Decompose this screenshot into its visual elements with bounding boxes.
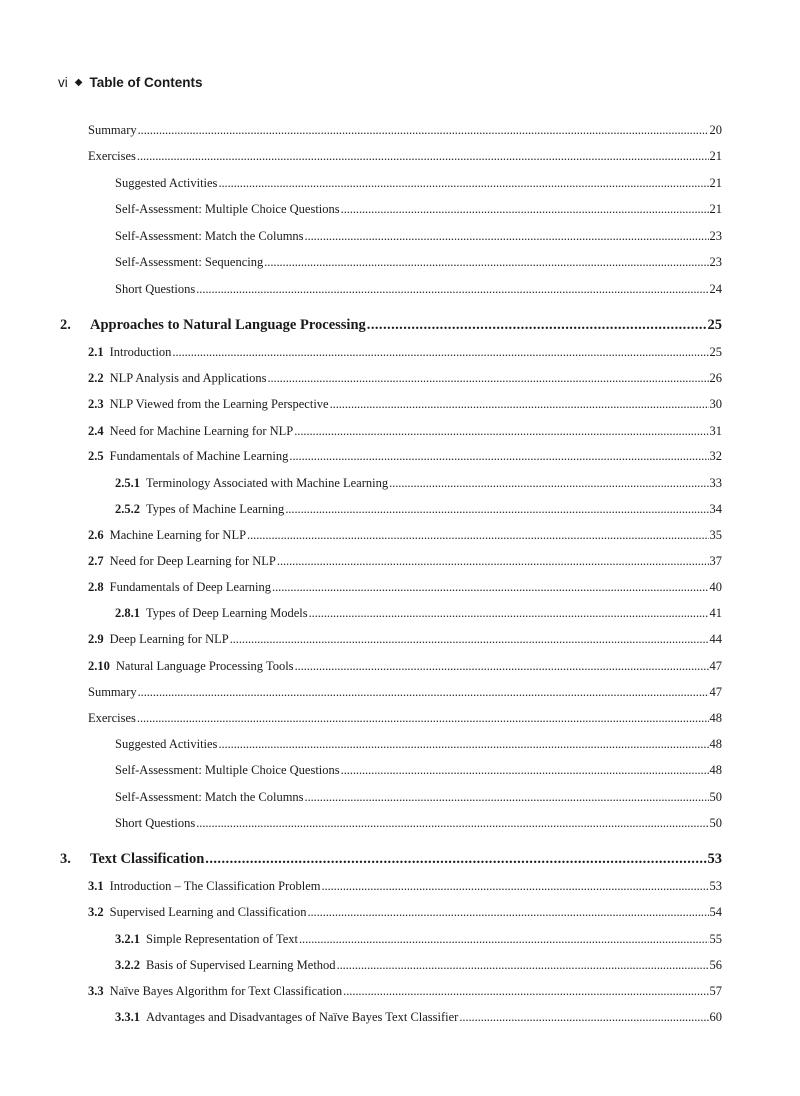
toc-entry — [88, 120, 722, 140]
page-number: 47 — [709, 659, 722, 673]
toc-entry — [115, 499, 722, 519]
toc-row — [0, 629, 800, 649]
toc-entry-title: Self-Assessment: Match the Columns — [115, 790, 304, 804]
page-number: 23 — [709, 229, 722, 243]
dot-leader — [285, 499, 708, 519]
toc-row — [0, 787, 800, 807]
toc-row — [0, 473, 800, 493]
toc-entry-title: Self-Assessment: Multiple Choice Questions — [115, 202, 340, 216]
toc-entry-title: Deep Learning for NLP — [109, 632, 229, 646]
dot-leader — [289, 446, 708, 466]
dot-leader — [137, 708, 709, 728]
toc-entry-title: Approaches to Natural Language Processing — [90, 317, 366, 333]
toc-chapter-row — [0, 849, 800, 869]
toc-entry — [88, 577, 722, 597]
toc-entry-title: Self-Assessment: Match the Columns — [115, 229, 304, 243]
dot-leader — [172, 342, 708, 362]
section-number: 2.8 — [88, 580, 104, 594]
toc-entry — [115, 173, 722, 193]
toc-row — [0, 902, 800, 922]
dot-leader — [389, 473, 708, 493]
toc-entry-title: Introduction – The Classification Problem — [109, 879, 321, 893]
page-number: 37 — [709, 554, 722, 568]
toc-row — [0, 577, 800, 597]
dot-leader — [264, 252, 708, 272]
page-number: 53 — [709, 879, 722, 893]
toc-entry-title: Self-Assessment: Multiple Choice Questions — [115, 763, 340, 777]
section-number: 2.7 — [88, 554, 104, 568]
toc-row — [0, 525, 800, 545]
dot-leader — [299, 929, 709, 949]
toc-row — [0, 955, 800, 975]
page-number: 32 — [709, 449, 722, 463]
toc-entry-title: Machine Learning for NLP — [109, 528, 247, 542]
toc-row — [0, 603, 800, 623]
toc-entry-title: Exercises — [88, 711, 136, 725]
section-number: 2.6 — [88, 528, 104, 542]
page-number: 50 — [709, 816, 722, 830]
toc-entry — [90, 849, 722, 869]
section-number: 3.1 — [88, 879, 104, 893]
section-number: 3.2.2 — [115, 958, 140, 972]
toc-entry-title: Fundamentals of Deep Learning — [109, 580, 272, 594]
page-number: 60 — [709, 1010, 722, 1024]
toc-entry-title: Suggested Activities — [115, 737, 218, 751]
toc-entry — [115, 603, 722, 623]
page-number: 23 — [709, 255, 722, 269]
page-number: 25 — [707, 317, 722, 333]
toc-entry — [115, 252, 722, 272]
toc-entry — [115, 955, 722, 975]
dot-leader — [305, 226, 709, 246]
toc-row — [0, 421, 800, 441]
dot-leader — [138, 682, 709, 702]
toc-row — [0, 708, 800, 728]
section-number: 2.4 — [88, 424, 104, 438]
toc-entry — [88, 876, 722, 896]
toc-entry — [88, 981, 722, 1001]
section-number: 2.5.1 — [115, 476, 140, 490]
toc-entry — [115, 787, 722, 807]
toc-row — [0, 734, 800, 754]
page-number: 21 — [709, 202, 722, 216]
dot-leader — [295, 656, 709, 676]
toc-row — [0, 394, 800, 414]
toc-row — [0, 682, 800, 702]
toc-row — [0, 146, 800, 166]
toc-entry — [90, 315, 722, 335]
toc-entry — [115, 734, 722, 754]
toc-entry — [115, 813, 722, 833]
page-folio: vi — [58, 75, 68, 90]
page-number: 20 — [709, 123, 722, 137]
toc-entry-title: Exercises — [88, 149, 136, 163]
dot-leader — [205, 849, 706, 869]
section-number: 2.1 — [88, 345, 104, 359]
toc-entry-title: Self-Assessment: Sequencing — [115, 255, 264, 269]
toc-row — [0, 342, 800, 362]
dot-leader — [137, 146, 709, 166]
page-number: 56 — [709, 958, 722, 972]
page-number: 30 — [709, 397, 722, 411]
page-number: 48 — [709, 737, 722, 751]
page-number: 35 — [709, 528, 722, 542]
section-number: 2.5.2 — [115, 502, 140, 516]
dot-leader — [337, 955, 709, 975]
chapter-number: 2. — [60, 317, 71, 333]
toc-row — [0, 446, 800, 466]
toc-entry-title: Terminology Associated with Machine Learning — [146, 476, 389, 490]
toc-entry — [115, 1007, 722, 1027]
dot-leader — [341, 760, 709, 780]
dot-leader — [330, 394, 709, 414]
toc-entry — [88, 551, 722, 571]
page-number: 40 — [709, 580, 722, 594]
dot-leader — [305, 787, 709, 807]
toc-row — [0, 813, 800, 833]
dot-leader — [309, 603, 709, 623]
page-number: 53 — [707, 851, 722, 867]
dot-leader — [277, 551, 709, 571]
toc-entry-title: Short Questions — [115, 816, 196, 830]
toc-entry-title: NLP Viewed from the Learning Perspective — [109, 397, 329, 411]
toc-entry — [88, 708, 722, 728]
toc-entry-title: Supervised Learning and Classification — [109, 905, 307, 919]
toc-entry-title: NLP Analysis and Applications — [109, 371, 267, 385]
page-number: 24 — [709, 282, 722, 296]
toc-entry — [88, 342, 722, 362]
page-number: 21 — [709, 149, 722, 163]
dot-leader — [307, 902, 708, 922]
page-number: 50 — [709, 790, 722, 804]
toc-entry — [88, 629, 722, 649]
toc-row — [0, 499, 800, 519]
page-number: 48 — [709, 711, 722, 725]
toc-entry-title: Summary — [88, 685, 137, 699]
toc-entry — [88, 368, 722, 388]
dot-leader — [459, 1007, 708, 1027]
toc-row — [0, 929, 800, 949]
dot-leader — [321, 876, 708, 896]
page-number: 21 — [709, 176, 722, 190]
toc-entry — [88, 902, 722, 922]
toc-row — [0, 199, 800, 219]
toc-entry-title: Suggested Activities — [115, 176, 218, 190]
page-number: 48 — [709, 763, 722, 777]
section-number: 3.3.1 — [115, 1010, 140, 1024]
dot-leader — [196, 813, 708, 833]
page-number: 31 — [709, 424, 722, 438]
toc-entry — [115, 760, 722, 780]
toc-row — [0, 760, 800, 780]
toc-entry — [88, 146, 722, 166]
dot-leader — [343, 981, 708, 1001]
toc-entry-title: Fundamentals of Machine Learning — [109, 449, 289, 463]
page-number: 57 — [709, 984, 722, 998]
toc-row — [0, 368, 800, 388]
section-number: 2.2 — [88, 371, 104, 385]
toc-entry-title: Types of Machine Learning — [146, 502, 285, 516]
dot-leader — [272, 577, 708, 597]
section-number: 3.2.1 — [115, 932, 140, 946]
toc-row — [0, 1007, 800, 1027]
toc-entry — [88, 421, 722, 441]
dot-leader — [138, 120, 709, 140]
page-number: 55 — [709, 932, 722, 946]
toc-entry — [115, 279, 722, 299]
page-number: 44 — [709, 632, 722, 646]
dot-leader — [294, 421, 708, 441]
toc-entry-title: Advantages and Disadvantages of Naïve Bayes Text Classifier — [146, 1010, 459, 1024]
dot-leader — [247, 525, 708, 545]
toc-entry-title: Types of Deep Learning Models — [146, 606, 308, 620]
page-number: 41 — [709, 606, 722, 620]
toc-row — [0, 551, 800, 571]
toc-entry-title: Text Classification — [90, 851, 205, 867]
dot-leader — [367, 315, 707, 335]
page-number: 54 — [709, 905, 722, 919]
toc-entry — [88, 656, 722, 676]
toc-entry — [88, 682, 722, 702]
toc-chapter-row — [0, 315, 800, 335]
section-number: 2.8.1 — [115, 606, 140, 620]
toc-entry-title: Basis of Supervised Learning Method — [146, 958, 336, 972]
dot-leader — [341, 199, 709, 219]
section-number: 2.3 — [88, 397, 104, 411]
dot-leader — [230, 629, 709, 649]
toc-row — [0, 981, 800, 1001]
toc-entry — [115, 929, 722, 949]
toc-row — [0, 252, 800, 272]
dot-leader — [267, 368, 708, 388]
toc-entry-title: Need for Machine Learning for NLP — [109, 424, 294, 438]
toc-entry-title: Need for Deep Learning for NLP — [109, 554, 276, 568]
toc-entry-title: Short Questions — [115, 282, 196, 296]
section-number: 3.3 — [88, 984, 104, 998]
toc-row — [0, 279, 800, 299]
section-number: 2.9 — [88, 632, 104, 646]
page-number: 25 — [709, 345, 722, 359]
toc-entry-title: Naïve Bayes Algorithm for Text Classification — [109, 984, 343, 998]
page-number: 47 — [709, 685, 722, 699]
toc-entry — [115, 199, 722, 219]
toc-row — [0, 120, 800, 140]
dot-leader — [218, 734, 708, 754]
toc-entry — [88, 446, 722, 466]
page-number: 26 — [709, 371, 722, 385]
toc-entry — [115, 473, 722, 493]
toc-entry — [88, 394, 722, 414]
toc-entry-title: Introduction — [109, 345, 172, 359]
dot-leader — [218, 173, 708, 193]
toc-entry — [115, 226, 722, 246]
toc-row — [0, 173, 800, 193]
chapter-number: 3. — [60, 851, 71, 867]
section-number: 2.10 — [88, 659, 110, 673]
dot-leader — [196, 279, 708, 299]
toc-entry-title: Natural Language Processing Tools — [115, 659, 294, 673]
toc-row — [0, 226, 800, 246]
section-number: 2.5 — [88, 449, 104, 463]
toc-entry-title: Simple Representation of Text — [146, 932, 298, 946]
toc-row — [0, 876, 800, 896]
diamond-separator-icon: ◆ — [74, 77, 83, 88]
toc-row — [0, 656, 800, 676]
running-title: Table of Contents — [89, 75, 203, 90]
toc-entry-title: Summary — [88, 123, 137, 137]
section-number: 3.2 — [88, 905, 104, 919]
toc-entry — [88, 525, 722, 545]
page-number: 34 — [709, 502, 722, 516]
page-number: 33 — [709, 476, 722, 490]
